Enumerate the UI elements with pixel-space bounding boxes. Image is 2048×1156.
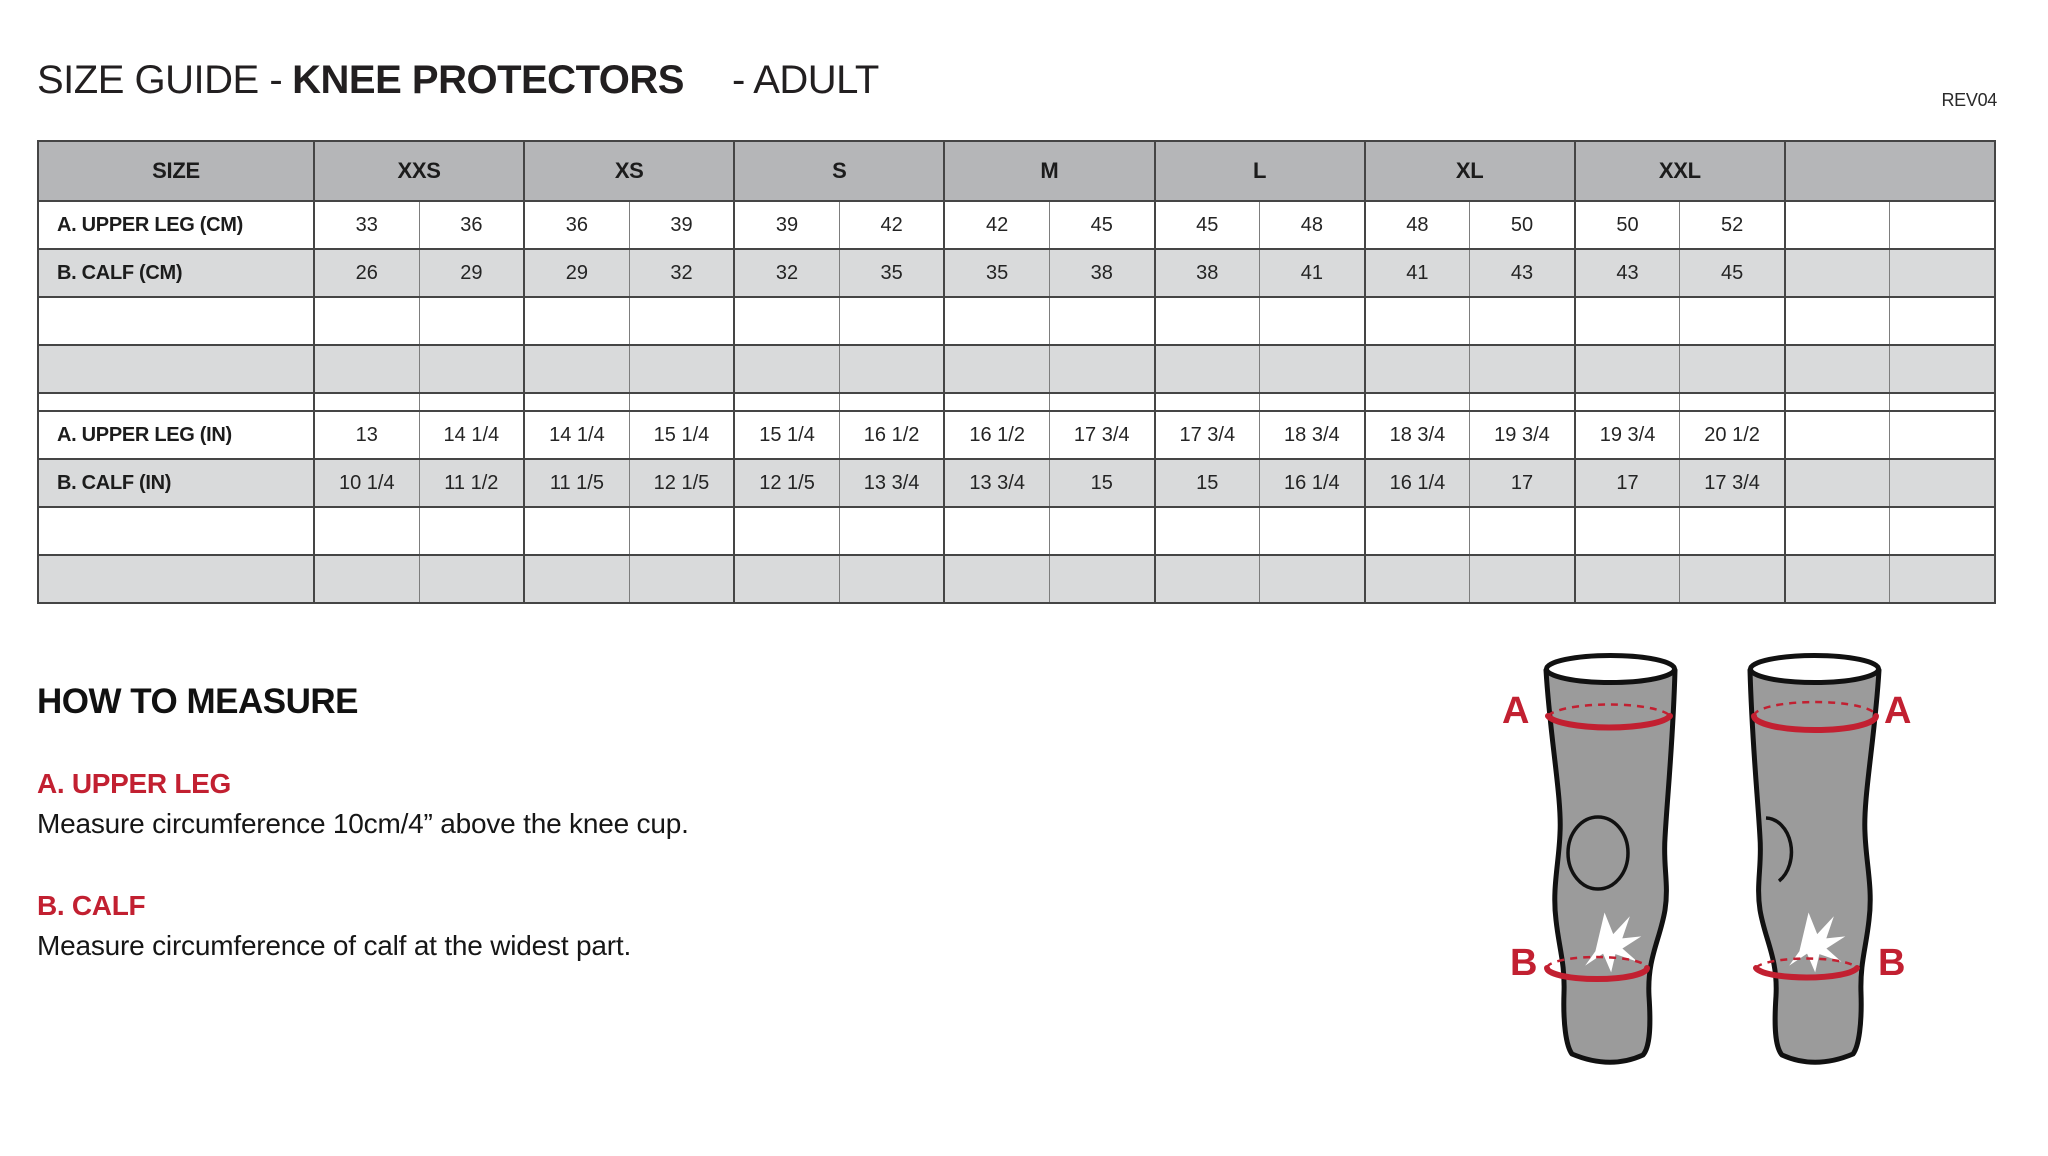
table-cell: 42 — [944, 201, 1049, 249]
size-group-header: L — [1155, 141, 1365, 201]
table-cell — [314, 345, 419, 393]
size-group-header: XS — [524, 141, 734, 201]
size-group-header: XL — [1365, 141, 1575, 201]
table-cell: 45 — [1049, 201, 1154, 249]
table-cell — [1260, 507, 1365, 555]
table-cell — [1155, 297, 1260, 345]
table-cell — [944, 297, 1049, 345]
table-cell: 13 3/4 — [839, 459, 944, 507]
size-table-header-row — [38, 141, 1995, 201]
table-cell: 16 1/4 — [1260, 459, 1365, 507]
table-cell — [1049, 507, 1154, 555]
table-cell: 38 — [1049, 249, 1154, 297]
table-row — [38, 393, 1995, 411]
table-cell — [1470, 555, 1575, 603]
table-cell — [1365, 297, 1470, 345]
table-cell — [524, 297, 629, 345]
table-cell — [944, 555, 1049, 603]
measure-section-upper-leg — [37, 768, 1137, 840]
table-cell — [1890, 393, 1995, 411]
table-cell — [1785, 459, 1890, 507]
table-cell — [314, 297, 419, 345]
marker-a-right: A — [1884, 690, 1912, 732]
table-cell — [419, 393, 524, 411]
table-cell — [1890, 345, 1995, 393]
row-label — [38, 345, 314, 393]
table-cell: 15 — [1155, 459, 1260, 507]
table-cell — [419, 555, 524, 603]
row-label — [38, 507, 314, 555]
table-cell — [524, 555, 629, 603]
table-cell: 11 1/5 — [524, 459, 629, 507]
table-cell — [1575, 393, 1680, 411]
table-cell — [734, 393, 839, 411]
table-cell: 48 — [1260, 201, 1365, 249]
table-cell — [1470, 345, 1575, 393]
table-row — [38, 411, 1995, 459]
table-cell: 43 — [1470, 249, 1575, 297]
table-cell: 50 — [1575, 201, 1680, 249]
table-cell — [734, 507, 839, 555]
table-cell: 32 — [629, 249, 734, 297]
table-cell — [839, 345, 944, 393]
table-cell: 39 — [734, 201, 839, 249]
table-cell — [1785, 297, 1890, 345]
sleeve-top-opening — [1751, 656, 1879, 683]
table-cell — [1365, 507, 1470, 555]
table-cell: 41 — [1260, 249, 1365, 297]
table-cell — [1470, 507, 1575, 555]
table-cell — [1785, 393, 1890, 411]
table-cell: 29 — [524, 249, 629, 297]
how-to-measure-section — [37, 682, 1137, 1012]
table-cell: 35 — [944, 249, 1049, 297]
table-cell: 13 — [314, 411, 419, 459]
table-cell — [1785, 201, 1890, 249]
table-row — [38, 249, 1995, 297]
table-cell: 17 3/4 — [1680, 459, 1785, 507]
size-table — [37, 140, 1996, 604]
size-group-header: XXS — [314, 141, 524, 201]
table-cell: 15 1/4 — [629, 411, 734, 459]
table-cell: 10 1/4 — [314, 459, 419, 507]
row-label: A. UPPER LEG (CM) — [38, 201, 314, 249]
table-cell: 35 — [839, 249, 944, 297]
table-cell: 18 3/4 — [1260, 411, 1365, 459]
table-cell — [1365, 345, 1470, 393]
table-cell: 13 3/4 — [944, 459, 1049, 507]
table-cell — [1365, 555, 1470, 603]
table-cell: 20 1/2 — [1680, 411, 1785, 459]
row-label: A. UPPER LEG (IN) — [38, 411, 314, 459]
table-cell: 48 — [1365, 201, 1470, 249]
table-cell: 17 — [1575, 459, 1680, 507]
table-row — [38, 459, 1995, 507]
table-cell — [1049, 297, 1154, 345]
table-cell: 33 — [314, 201, 419, 249]
table-row — [38, 297, 1995, 345]
table-cell: 45 — [1155, 201, 1260, 249]
row-label: B. CALF (IN) — [38, 459, 314, 507]
table-row — [38, 555, 1995, 603]
row-label — [38, 393, 314, 411]
table-cell: 14 1/4 — [524, 411, 629, 459]
table-cell — [1890, 411, 1995, 459]
how-to-measure-heading: HOW TO MEASURE — [37, 682, 358, 721]
table-cell: 17 3/4 — [1155, 411, 1260, 459]
measure-title-upper-leg: A. UPPER LEG — [37, 768, 231, 799]
table-cell — [839, 555, 944, 603]
table-cell: 19 3/4 — [1575, 411, 1680, 459]
table-cell — [524, 345, 629, 393]
table-cell — [839, 393, 944, 411]
table-cell — [1260, 555, 1365, 603]
table-row — [38, 201, 1995, 249]
table-cell: 32 — [734, 249, 839, 297]
revision-label: REV04 — [1941, 90, 1997, 110]
knee-illustrations — [1490, 640, 1950, 1110]
table-cell: 11 1/2 — [419, 459, 524, 507]
size-group-header: S — [734, 141, 944, 201]
table-cell — [1470, 393, 1575, 411]
table-cell — [1890, 249, 1995, 297]
size-group-header: XXL — [1575, 141, 1785, 201]
table-cell — [629, 297, 734, 345]
table-cell — [944, 507, 1049, 555]
marker-a-left: A — [1502, 690, 1530, 732]
table-cell — [524, 393, 629, 411]
table-cell — [1680, 507, 1785, 555]
table-cell — [734, 555, 839, 603]
table-cell — [734, 345, 839, 393]
table-cell: 12 1/5 — [629, 459, 734, 507]
table-cell: 38 — [1155, 249, 1260, 297]
table-cell — [314, 507, 419, 555]
table-cell — [1155, 345, 1260, 393]
knee-sleeve-back-illustration — [1742, 648, 1887, 1073]
table-cell — [1785, 555, 1890, 603]
table-cell: 16 1/4 — [1365, 459, 1470, 507]
size-corner-header: SIZE — [38, 141, 314, 201]
table-cell — [944, 345, 1049, 393]
table-cell: 15 — [1049, 459, 1154, 507]
table-cell — [1470, 297, 1575, 345]
table-cell — [1890, 297, 1995, 345]
table-cell — [1785, 345, 1890, 393]
table-cell — [1260, 297, 1365, 345]
table-cell: 36 — [419, 201, 524, 249]
table-row — [38, 507, 1995, 555]
table-cell — [1785, 507, 1890, 555]
table-cell: 45 — [1680, 249, 1785, 297]
table-cell — [839, 297, 944, 345]
table-cell — [1049, 345, 1154, 393]
table-cell — [1785, 249, 1890, 297]
table-cell: 16 1/2 — [944, 411, 1049, 459]
measure-desc-upper-leg: Measure circumference 10cm/4” above the knee cup. — [37, 808, 689, 839]
row-label — [38, 297, 314, 345]
table-cell — [1155, 393, 1260, 411]
table-cell — [1680, 393, 1785, 411]
table-cell — [1049, 555, 1154, 603]
table-cell — [1890, 507, 1995, 555]
table-cell: 14 1/4 — [419, 411, 524, 459]
page-title — [37, 58, 879, 103]
table-cell: 26 — [314, 249, 419, 297]
size-group-header — [1785, 141, 1995, 201]
measure-title-calf: B. CALF — [37, 890, 146, 921]
table-cell — [419, 345, 524, 393]
table-cell — [1890, 201, 1995, 249]
table-cell: 17 3/4 — [1049, 411, 1154, 459]
sleeve-top-opening — [1547, 656, 1675, 683]
table-cell: 42 — [839, 201, 944, 249]
table-cell — [1260, 345, 1365, 393]
table-cell — [419, 297, 524, 345]
table-cell — [629, 555, 734, 603]
table-cell — [419, 507, 524, 555]
table-cell — [314, 393, 419, 411]
title-audience: - ADULT — [731, 58, 879, 102]
table-cell — [1680, 345, 1785, 393]
knee-sleeve-front-illustration — [1538, 648, 1683, 1073]
table-cell — [839, 507, 944, 555]
row-label: B. CALF (CM) — [38, 249, 314, 297]
table-cell — [1785, 411, 1890, 459]
row-label — [38, 555, 314, 603]
table-cell: 39 — [629, 201, 734, 249]
table-cell: 12 1/5 — [734, 459, 839, 507]
table-cell — [1680, 555, 1785, 603]
table-cell: 15 1/4 — [734, 411, 839, 459]
title-prefix: SIZE GUIDE - — [37, 58, 283, 102]
table-cell — [1365, 393, 1470, 411]
table-cell: 52 — [1680, 201, 1785, 249]
table-cell: 50 — [1470, 201, 1575, 249]
table-cell — [1890, 555, 1995, 603]
measure-section-calf — [37, 890, 1137, 962]
table-cell — [1260, 393, 1365, 411]
table-cell — [1155, 507, 1260, 555]
table-cell — [629, 393, 734, 411]
marker-b-right: B — [1878, 942, 1906, 984]
marker-b-left: B — [1510, 942, 1538, 984]
table-cell: 29 — [419, 249, 524, 297]
table-cell — [629, 345, 734, 393]
table-cell — [524, 507, 629, 555]
table-cell: 41 — [1365, 249, 1470, 297]
table-cell — [1575, 555, 1680, 603]
size-table-body — [38, 201, 1995, 603]
table-cell — [1890, 459, 1995, 507]
table-cell — [1575, 507, 1680, 555]
table-cell — [629, 507, 734, 555]
table-cell — [1155, 555, 1260, 603]
table-cell — [734, 297, 839, 345]
table-row — [38, 345, 1995, 393]
table-cell — [944, 393, 1049, 411]
measure-desc-calf: Measure circumference of calf at the widest part. — [37, 930, 632, 961]
table-cell: 19 3/4 — [1470, 411, 1575, 459]
table-cell: 43 — [1575, 249, 1680, 297]
size-group-header: M — [944, 141, 1154, 201]
table-cell — [1575, 297, 1680, 345]
table-cell — [1049, 393, 1154, 411]
table-cell — [314, 555, 419, 603]
title-product: KNEE PROTECTORS — [292, 58, 684, 102]
table-cell — [1680, 297, 1785, 345]
table-cell: 36 — [524, 201, 629, 249]
table-cell — [1575, 345, 1680, 393]
table-cell: 18 3/4 — [1365, 411, 1470, 459]
table-cell: 17 — [1470, 459, 1575, 507]
table-cell: 16 1/2 — [839, 411, 944, 459]
